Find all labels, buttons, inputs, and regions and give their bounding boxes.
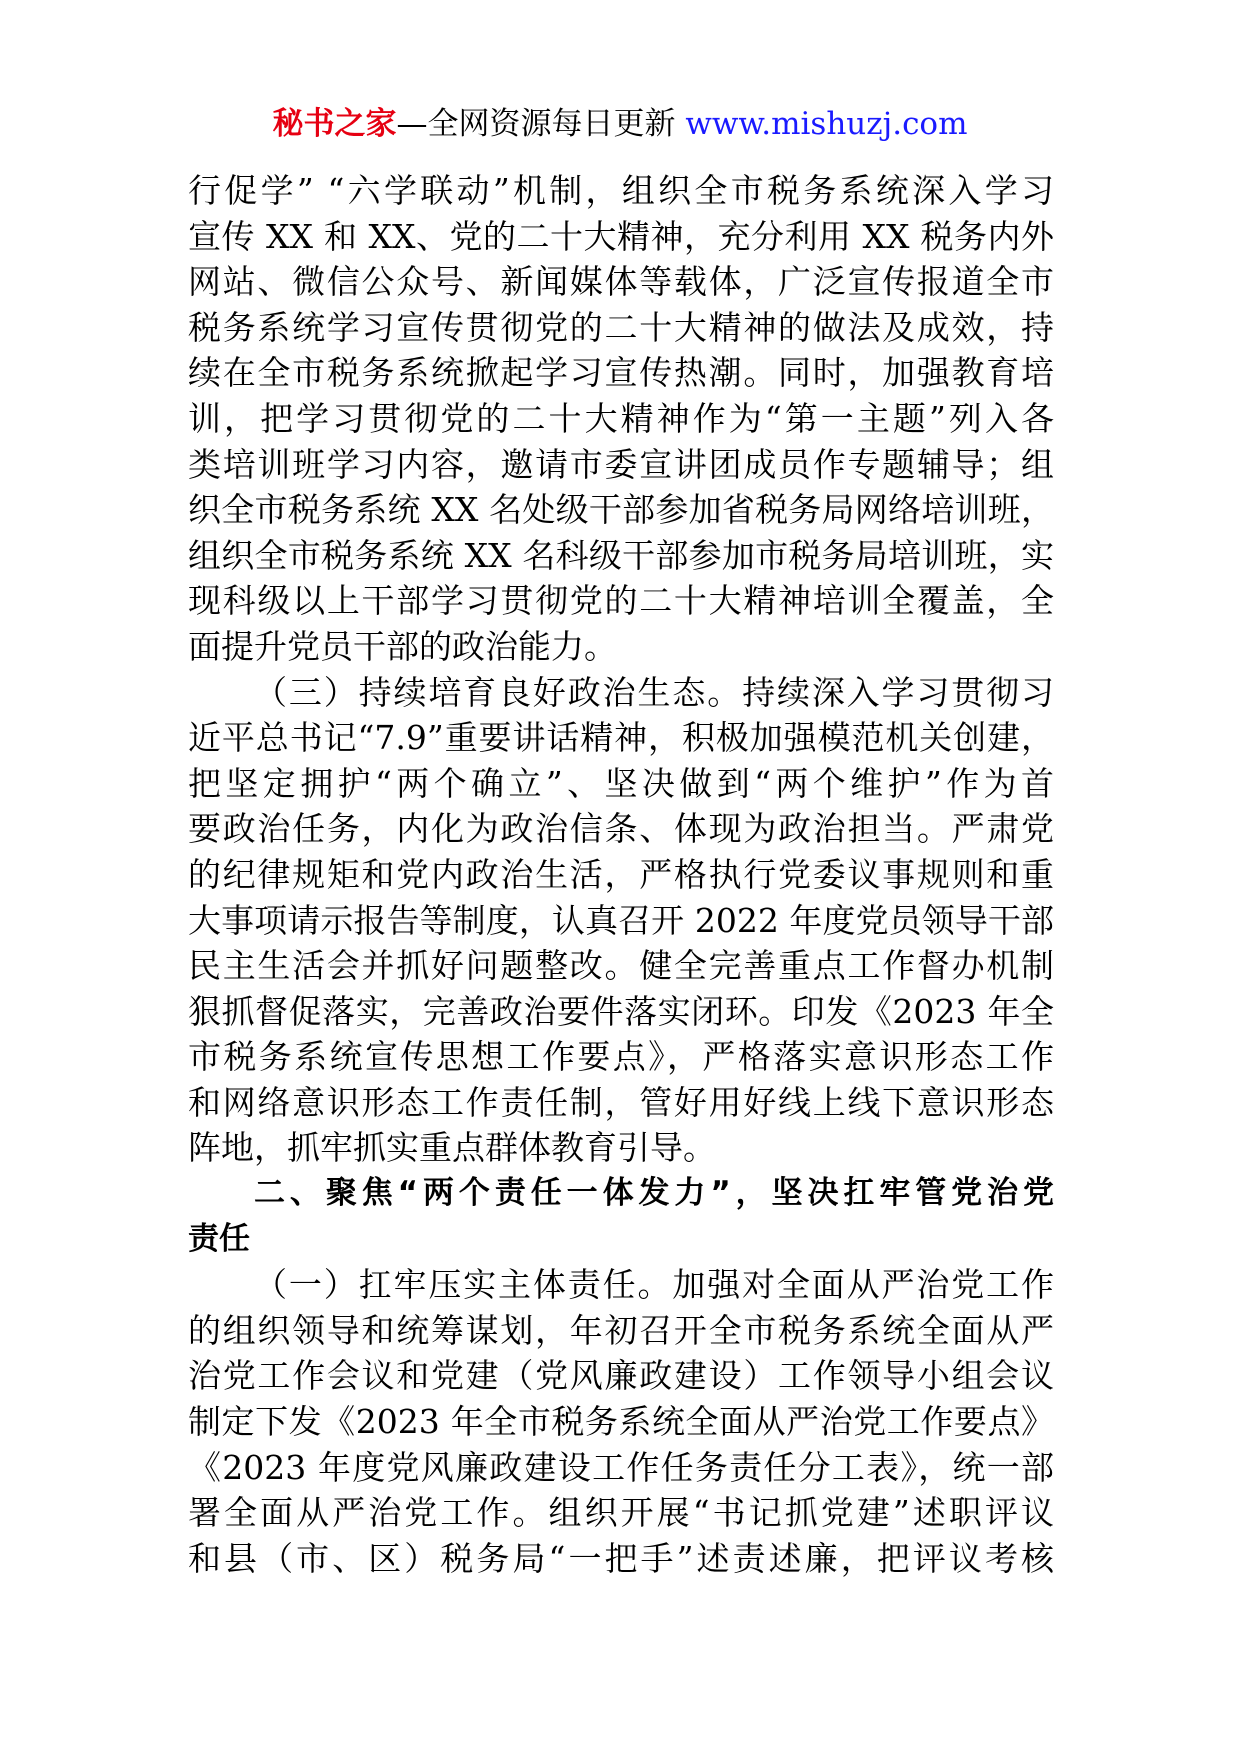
- body-text-line: 面提升党员干部的政治能力。: [188, 626, 617, 666]
- body-text-line: 类培训班学习内容，邀请市委宣讲团成员作专题辅导；组: [188, 444, 1054, 484]
- site-tagline: —全网资源每日更新: [396, 106, 686, 142]
- body-text-line: 宣传 XX 和 XX、党的二十大精神，充分利用 XX 税务内外: [188, 216, 1054, 256]
- body-text-line: 训，把学习贯彻党的二十大精神作为“第一主题”列入各: [188, 398, 1054, 438]
- body-text-line: 署全面从严治党工作。组织开展“书记抓党建”述职评议: [188, 1493, 1054, 1533]
- site-brand: 秘书之家: [272, 106, 397, 142]
- site-url-link[interactable]: www.mishuzj.com: [685, 106, 968, 142]
- body-text-line: （三）持续培育良好政治生态。持续深入学习贯彻习: [254, 672, 1054, 712]
- body-text-line: 和县（市、区）税务局“一把手”述责述廉，把评议考核: [188, 1538, 1054, 1578]
- section-heading-line: 二、聚焦“两个责任一体发力”，坚决扛牢管党治党: [254, 1175, 1054, 1212]
- body-text-line: 现科级以上干部学习贯彻党的二十大精神培训全覆盖，全: [188, 581, 1054, 621]
- body-text-line: 民主生活会并抓好问题整改。健全完善重点工作督办机制: [188, 946, 1054, 986]
- body-text-line: （一）扛牢压实主体责任。加强对全面从严治党工作: [254, 1265, 1054, 1305]
- page-header: [0, 104, 1240, 144]
- body-text-line: 的纪律规矩和党内政治生活，严格执行党委议事规则和重: [188, 854, 1054, 894]
- body-text-line: 制定下发《2023 年全市税务系统全面从严治党工作要点》: [188, 1402, 1054, 1442]
- body-text-line: 近平总书记“7.9”重要讲话精神，积极加强模范机关创建，: [188, 718, 1054, 758]
- body-text-line: 组织全市税务系统 XX 名科级干部参加市税务局培训班，实: [188, 535, 1054, 575]
- body-text-line: 续在全市税务系统掀起学习宣传热潮。同时，加强教育培: [188, 353, 1054, 393]
- body-text-line: 治党工作会议和党建（党风廉政建设）工作领导小组会议: [188, 1356, 1054, 1396]
- body-text-line: 网站、微信公众号、新闻媒体等载体，广泛宣传报道全市: [188, 262, 1054, 302]
- body-text-line: 织全市税务系统 XX 名处级干部参加省税务局网络培训班，: [188, 490, 1054, 530]
- body-text-line: 要政治任务，内化为政治信条、体现为政治担当。严肃党: [188, 809, 1054, 849]
- body-text-line: 的组织领导和统筹谋划，年初召开全市税务系统全面从严: [188, 1310, 1054, 1350]
- body-text-line: 税务系统学习宣传贯彻党的二十大精神的做法及成效，持: [188, 307, 1054, 347]
- body-text-line: 狠抓督促落实，完善政治要件落实闭环。印发《2023 年全: [188, 991, 1054, 1031]
- body-text-line: 和网络意识形态工作责任制，管好用好线上线下意识形态: [188, 1082, 1054, 1122]
- body-text-line: 《2023 年度党风廉政建设工作任务责任分工表》，统一部: [188, 1447, 1054, 1487]
- body-text-line: 行促学” “六学联动”机制，组织全市税务系统深入学习: [188, 171, 1054, 210]
- body-text-line: 把坚定拥护“两个确立”、坚决做到“两个维护”作为首: [188, 763, 1054, 803]
- document-body: [188, 168, 1054, 1581]
- section-heading-line: 责任: [188, 1220, 250, 1257]
- body-text-line: 阵地，抓牢抓实重点群体教育引导。: [188, 1128, 716, 1168]
- body-text-line: 市税务系统宣传思想工作要点》，严格落实意识形态工作: [188, 1037, 1054, 1077]
- body-text-line: 大事项请示报告等制度，认真召开 2022 年度党员领导干部: [188, 900, 1054, 940]
